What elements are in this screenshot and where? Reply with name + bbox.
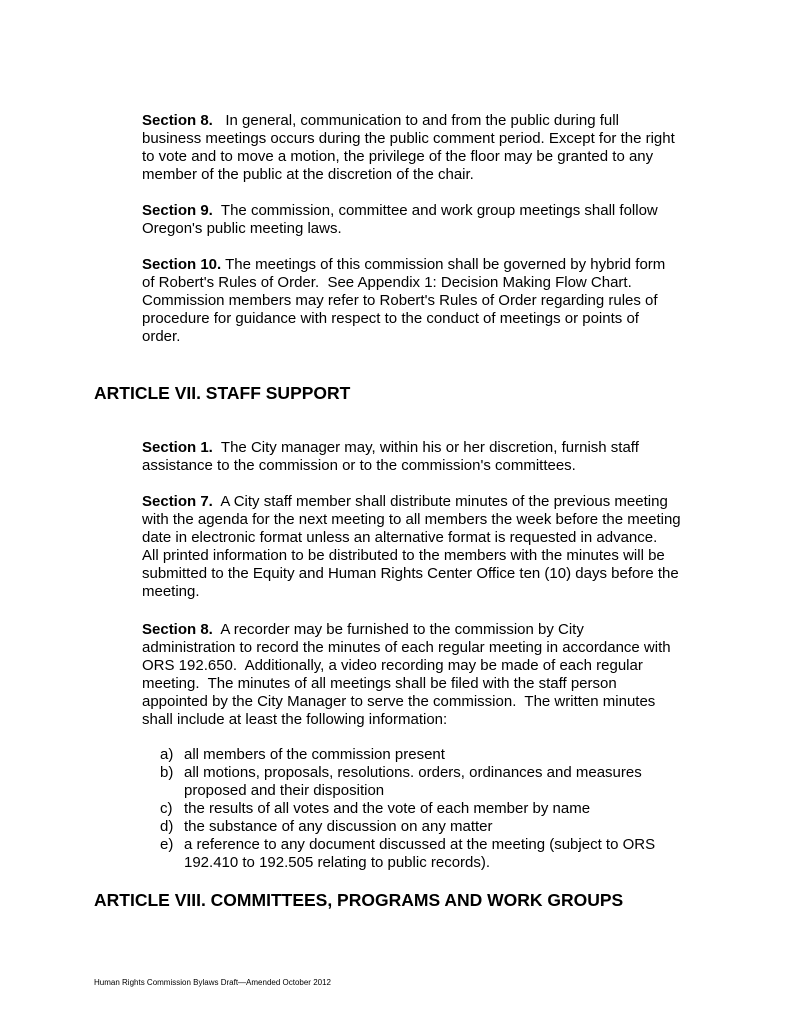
- section-text: The commission, committee and work group meetings shall follow: [212, 202, 658, 219]
- list-item-text: 192.410 to 192.505 relating to public records).: [184, 854, 491, 871]
- paragraph-line: [142, 112, 675, 130]
- paragraph-line: [142, 621, 671, 639]
- paragraph-line: [142, 493, 681, 511]
- paragraph-line: administration to record the minutes of each regular meeting in accordance with: [142, 639, 671, 656]
- list-item: [160, 836, 655, 872]
- list-item-text: the results of all votes and the vote of each member by name: [184, 800, 591, 817]
- list-item: [160, 746, 655, 764]
- list-item: [160, 818, 655, 836]
- list-item-text: all members of the commission present: [184, 746, 445, 763]
- list-marker: e): [160, 836, 174, 853]
- paragraph-line: with the agenda for the next meeting to all members the week before the meeting: [142, 511, 681, 528]
- section-text: The City manager may, within his or her discretion, furnish staff: [212, 439, 639, 456]
- section-text: The meetings of this commission shall be governed by hybrid form: [221, 256, 666, 273]
- paragraph-line: meeting. The minutes of all meetings shall be filed with the staff person: [142, 675, 617, 692]
- paragraph-line: business meetings occurs during the public comment period. Except for the right: [142, 130, 675, 147]
- paragraph-line: All printed information to be distributed to the members with the minutes will be: [142, 547, 665, 564]
- paragraph-line: order.: [142, 328, 181, 345]
- paragraph-line: ORS 192.650. Additionally, a video recording may be made of each regular: [142, 657, 643, 674]
- article-vii-heading: ARTICLE VII. STAFF SUPPORT: [94, 383, 351, 403]
- paragraph-line: [142, 202, 658, 220]
- section-8-recorder: [142, 621, 671, 729]
- section-label: Section 7.: [142, 493, 213, 510]
- section-1-staff-assistance: [142, 439, 639, 475]
- paragraph-line: submitted to the Equity and Human Rights Center Office ten (10) days before the: [142, 565, 679, 582]
- list-item-text: the substance of any discussion on any matter: [184, 818, 493, 835]
- paragraph-line: member of the public at the discretion of the chair.: [142, 166, 474, 183]
- section-text: A recorder may be furnished to the commission by City: [212, 621, 584, 638]
- minutes-information-list: [160, 746, 655, 872]
- list-item-text: a reference to any document discussed at the meeting (subject to ORS: [184, 836, 656, 853]
- section-label: Section 8.: [142, 112, 213, 129]
- list-item: [160, 800, 655, 818]
- list-marker: b): [160, 764, 174, 781]
- list-marker: d): [160, 818, 174, 835]
- section-7-minutes-distribution: [142, 493, 681, 601]
- page-footer: Human Rights Commission Bylaws Draft—Amended October 2012: [94, 978, 331, 987]
- paragraph-line: to vote and to move a motion, the privilege of the floor may be granted to any: [142, 148, 654, 165]
- paragraph-line: assistance to the commission or to the commission's committees.: [142, 457, 576, 474]
- paragraph-line: date in electronic format unless an alternative format is requested in advance.: [142, 529, 658, 546]
- paragraph-line: meeting.: [142, 583, 200, 600]
- paragraph-line: Commission members may refer to Robert's Rules of Order regarding rules of: [142, 292, 658, 309]
- section-8-public-communication: [142, 112, 675, 184]
- paragraph-line: Oregon's public meeting laws.: [142, 220, 342, 237]
- paragraph-line: shall include at least the following information:: [142, 711, 448, 728]
- section-10-rules-of-order: [142, 256, 665, 346]
- paragraph-line: [142, 256, 665, 274]
- section-label: Section 8.: [142, 621, 213, 638]
- list-item-text: all motions, proposals, resolutions. orders, ordinances and measures: [184, 764, 642, 781]
- section-label: Section 9.: [142, 202, 213, 219]
- section-text: In general, communication to and from the public during full: [212, 112, 619, 129]
- article-viii-heading: ARTICLE VIII. COMMITTEES, PROGRAMS AND WORK GROUPS: [94, 890, 624, 910]
- list-marker: a): [160, 746, 174, 763]
- list-marker: c): [160, 800, 173, 817]
- section-text: A City staff member shall distribute minutes of the previous meeting: [212, 493, 668, 510]
- list-item-text: proposed and their disposition: [184, 782, 385, 799]
- section-label: Section 10.: [142, 256, 222, 273]
- paragraph-line: [142, 439, 639, 457]
- list-item: [160, 764, 655, 800]
- paragraph-line: appointed by the City Manager to serve the commission. The written minutes: [142, 693, 656, 710]
- paragraph-line: procedure for guidance with respect to the conduct of meetings or points of: [142, 310, 639, 327]
- section-label: Section 1.: [142, 439, 213, 456]
- paragraph-line: of Robert's Rules of Order. See Appendix 1: Decision Making Flow Chart.: [142, 274, 632, 291]
- section-9-public-meeting-laws: [142, 202, 658, 238]
